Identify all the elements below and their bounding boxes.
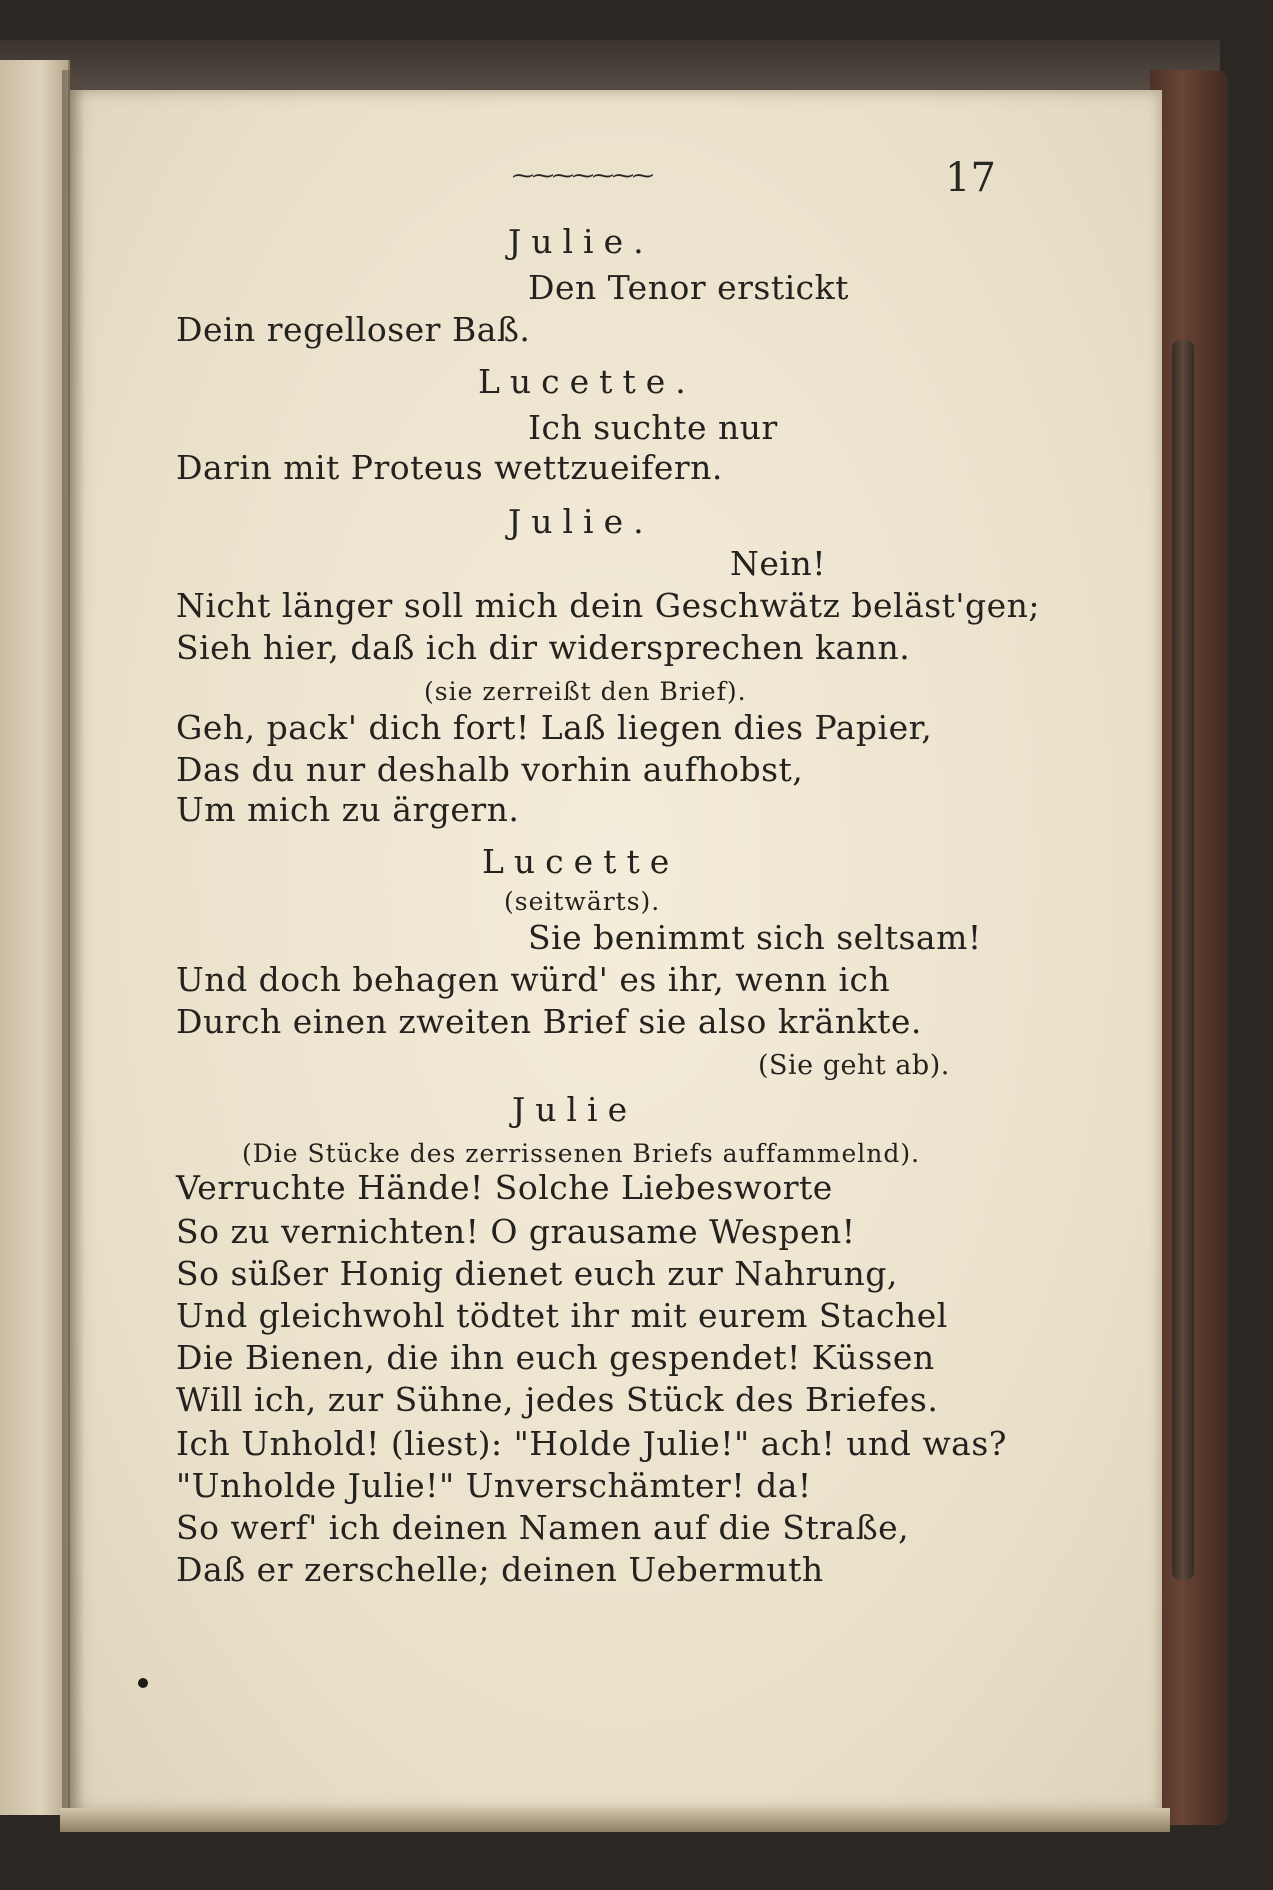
speaker-name: Julie. (508, 502, 654, 541)
stage-direction: (Sie geht ab). (758, 1050, 950, 1081)
verse-line: Will ich, zur Sühne, jedes Stück des Briefes. (176, 1380, 939, 1419)
verse-line: Durch einen zweiten Brief sie also kränkte. (176, 1002, 922, 1041)
verse-line: Den Tenor erstickt (528, 268, 849, 307)
verse-line: Daß er zerschelle; deinen Uebermuth (176, 1550, 824, 1589)
stage-direction: (seitwärts). (504, 887, 661, 916)
ink-speck (138, 1678, 148, 1688)
verse-line: Sieh hier, daß ich dir widersprechen kann. (176, 628, 911, 667)
verse-line: Nicht länger soll mich dein Geschwätz beläst'gen; (176, 586, 1041, 625)
verse-line: Sie benimmt sich seltsam! (528, 918, 982, 957)
speaker-name: Julie (512, 1090, 638, 1129)
verse-line: Um mich zu ärgern. (176, 790, 520, 829)
verse-line: Ich suchte nur (528, 408, 778, 447)
verse-line: Darin mit Proteus wettzueifern. (176, 448, 723, 487)
verse-line: Das du nur deshalb vorhin aufhobst, (176, 750, 804, 789)
verse-line: Nein! (730, 544, 826, 583)
stage-direction: (Die Stücke des zerrissenen Briefs auffammelnd). (242, 1139, 921, 1168)
verse-line: Die Bienen, die ihn euch gespendet! Küssen (176, 1338, 935, 1377)
left-page-edge (0, 60, 70, 1815)
cover-binding-edge (1172, 340, 1194, 1580)
page-bottom-edge (60, 1808, 1170, 1832)
verse-line: So süßer Honig dienet euch zur Nahrung, (176, 1254, 898, 1293)
stage-direction: (sie zerreißt den Brief). (424, 677, 747, 706)
speaker-name: Lucette. (478, 362, 696, 401)
header-ornament: ⁓⁓⁓⁓⁓⁓⁓ (512, 168, 652, 186)
verse-line: So zu vernichten! O grausame Wespen! (176, 1212, 856, 1251)
verse-line: So werf' ich deinen Namen auf die Straße, (176, 1508, 910, 1547)
speaker-name: Lucette (482, 842, 680, 881)
page-number: 17 (945, 155, 996, 201)
verse-line: Und doch behagen würd' es ihr, wenn ich (176, 960, 891, 999)
speaker-name: Julie. (508, 222, 654, 261)
verse-line: "Unholde Julie!" Unverschämter! da! (176, 1466, 812, 1505)
verse-line: Dein regelloser Baß. (176, 310, 531, 349)
verse-line: Und gleichwohl tödtet ihr mit eurem Stachel (176, 1296, 948, 1335)
verse-line: Ich Unhold! (liest): "Holde Julie!" ach! und was? (176, 1424, 1007, 1463)
spine-shadow (62, 70, 84, 1810)
verse-line: Verruchte Hände! Solche Liebesworte (176, 1168, 833, 1207)
verse-line: Geh, pack' dich fort! Laß liegen dies Papier, (176, 708, 933, 747)
